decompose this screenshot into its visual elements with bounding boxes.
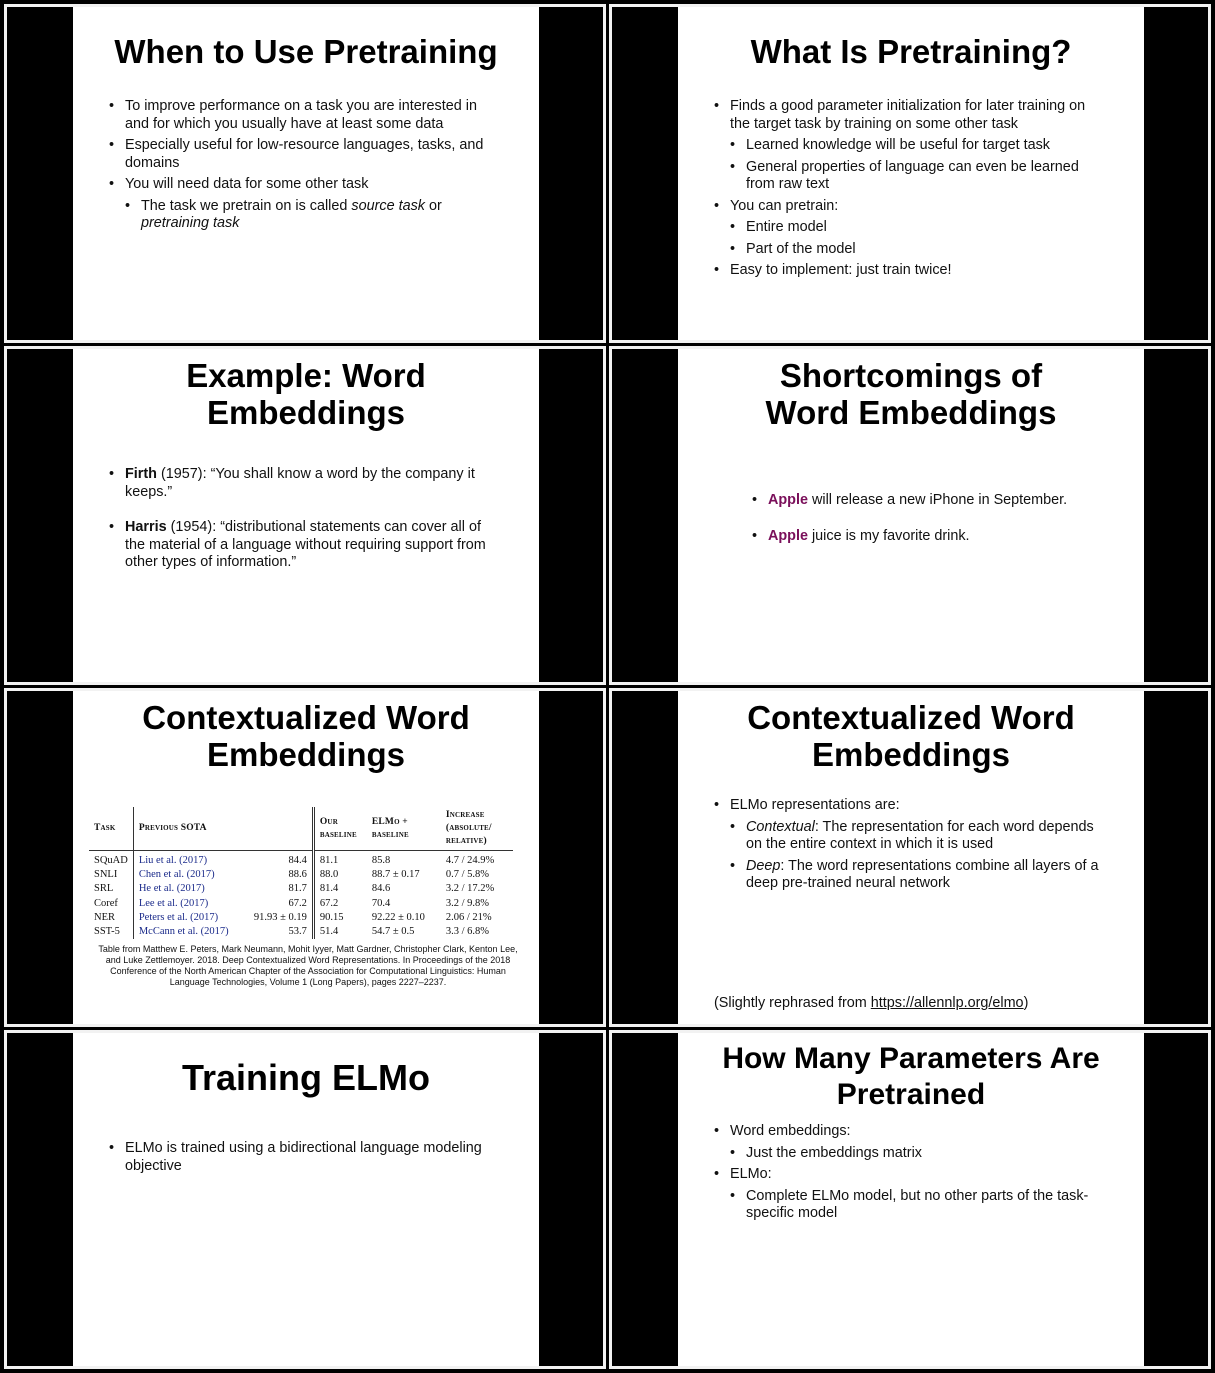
slide-when-to-use-pretraining [73,7,539,340]
slide-shortcomings-word-embeddings [678,349,1144,682]
increase-cell: 2.06 / 21% [445,911,492,923]
previous-sota-score: 67.2 [288,897,307,909]
bullet: • You can pretrain: [714,198,1104,216]
sentence-text: juice is my favorite drink. [807,527,970,544]
column-header: Our baseline [313,807,367,851]
slide-cell [609,1030,1211,1369]
sub-bullet: • Just the embeddings matrix [730,1145,1104,1163]
slide-title: What Is Pretraining? [750,33,1072,70]
increase-cell: 0.7 / 5.8% [445,869,490,881]
bullet-list [714,98,1104,284]
highlight-word: Apple [768,492,808,508]
elmo-cell: 54.7 ± 0.5 [371,926,415,938]
sub-bullet [730,819,1104,854]
previous-sota-score: 84.4 [288,855,307,866]
slide-contextualized-table [73,691,539,1024]
bullet [752,492,1104,510]
table-row [89,925,513,939]
sub-bullet: • Complete ELMo model, but no other parts of the task-specific model [730,1188,1104,1223]
sub-bullet: • General properties of language can even be learned from raw text [730,159,1104,194]
task-cell: NER [94,911,115,923]
slide-title: Shortcomings of Word Embeddings [765,357,1057,431]
previous-sota-cell: McCann et al. (2017) [133,925,243,939]
elmo-cell: 92.22 ± 0.10 [371,911,425,923]
increase-cell: 3.2 / 9.8% [445,897,490,909]
table-caption: Table from Matthew E. Peters, Mark Neumann, Mohit Iyyer, Matt Gardner, Christopher Clark, Kenton Lee, and Luke Zettlemoyer. 2018. Deep Contextualized Word Representations. In Proceedings of the 2018 Conference of the North American Chapter of the Association for Computational Linguistics: Human Language Technologies, Volume 1 (Long Papers), pages 2227–2237. [98,944,518,987]
baseline-cell: 51.4 [313,925,367,939]
sub-bullet [125,198,499,233]
text: or [424,197,442,214]
elmo-cell: 85.8 [371,855,391,866]
previous-sota-score: 91.93 ± 0.19 [253,911,307,923]
baseline-cell: 81.4 [313,882,367,896]
baseline-cell: 88.0 [313,868,367,882]
slide-title: How Many Parameters Are Pretrained [722,1042,1100,1111]
slide-how-many-parameters [678,1033,1144,1366]
increase-cell: 4.7 / 24.9% [445,855,495,866]
slide-title: Contextualized Word Embeddings [747,699,1075,773]
baseline-cell: 90.15 [313,911,367,925]
slide-cell [4,346,606,685]
slide-cell [4,4,606,343]
bullet: • ELMo: [714,1166,1104,1184]
previous-sota-cell: Chen et al. (2017) [133,868,243,882]
baseline-cell: 67.2 [313,897,367,911]
elmo-cell: 70.4 [371,897,391,909]
emphasis: Deep [746,857,781,874]
column-header: Previous SOTA [133,807,313,851]
previous-sota-cell: He et al. (2017) [133,882,243,896]
quote-text: (1954): “distributional statements can cover all of the material of a language without requiring support from other types of information.” [125,519,486,570]
previous-sota-score: 81.7 [288,883,307,895]
bullet-list [109,98,499,237]
task-cell: SNLI [94,869,118,881]
emphasis: Contextual [746,818,815,835]
bullet: • Word embeddings: [714,1123,1104,1141]
slide-title: Training ELMo [182,1057,430,1098]
author-name: Harris [125,519,167,535]
text: (Slightly rephrased from [714,995,871,1011]
table-row [89,911,513,925]
text: ) [1023,995,1029,1011]
table-row [89,882,513,896]
task-cell: SQuAD [94,855,128,866]
text: : The representation for each word depends on the entire context in which it is used [746,818,1094,852]
bullet-list [714,797,1104,897]
bullet: • Easy to implement: just train twice! [714,262,1104,280]
task-cell: SST-5 [94,926,120,938]
sub-bullet [730,858,1104,893]
slide-cell [609,688,1211,1027]
emphasis: source task [351,197,425,214]
bullet-list [752,492,1104,549]
sentence-text: will release a new iPhone in September. [807,492,1068,508]
emphasis: pretraining task [141,215,240,231]
column-header: Task [94,823,116,833]
increase-cell: 3.2 / 17.2% [445,883,495,895]
bullet: • ELMo representations are: [714,797,1104,815]
task-cell: Coref [94,897,118,909]
slide-cell [609,346,1211,685]
baseline-cell: 81.1 [313,851,367,869]
slide-title: When to Use Pretraining [114,33,498,70]
bullet: • Finds a good parameter initialization for later training on the target task by training on some other task [714,98,1104,133]
bullet-list [109,466,499,576]
bullet: • ELMo is trained using a bidirectional language modeling objective [109,1140,499,1175]
previous-sota-cell: Peters et al. (2017) [133,911,243,925]
bullet-list [109,1140,499,1179]
slide-example-word-embeddings [73,349,539,682]
sub-bullet: • Part of the model [730,241,1104,259]
previous-sota-cell: Lee et al. (2017) [133,897,243,911]
slide-title: Example: Word Embeddings [186,357,426,431]
slide-contextualized-elmo [678,691,1144,1024]
slide-what-is-pretraining [678,7,1144,340]
quote-text: (1957): “You shall know a word by the company it keeps.” [125,466,475,500]
bullet-list [714,1123,1104,1227]
previous-sota-cell: Liu et al. (2017) [133,851,243,869]
bullet: • To improve performance on a task you are interested in and for which you usually have at least some data [109,98,499,133]
source-citation [714,995,1028,1011]
slide-cell [4,688,606,1027]
sub-bullet: • Entire model [730,219,1104,237]
table-row [89,868,513,882]
sub-bullet: • Learned knowledge will be useful for target task [730,137,1104,155]
slide-training-elmo [73,1033,539,1366]
previous-sota-score: 53.7 [288,926,307,938]
slide-title: Contextualized Word Embeddings [142,699,470,773]
bullet [109,519,499,572]
task-cell: SRL [94,883,114,895]
table-row [89,851,513,869]
bullet [109,466,499,501]
slide-cell [4,1030,606,1369]
bullet: • You will need data for some other task [109,176,499,194]
increase-cell: 3.3 / 6.8% [445,926,490,938]
text: : The word representations combine all layers of a deep pre-trained neural network [746,857,1099,891]
column-header: Increase (absolute/ relative) [445,810,492,846]
highlight-word: Apple [768,527,808,544]
elmo-cell: 84.6 [371,883,391,895]
author-name: Firth [125,466,157,482]
previous-sota-score: 88.6 [288,869,307,881]
elmo-cell: 88.7 ± 0.17 [371,869,420,881]
text: The task we pretrain on is called [141,197,352,214]
table-body [89,851,513,940]
column-header: ELMo + baseline [371,816,409,840]
source-link[interactable]: https://allennlp.org/elmo [870,995,1024,1011]
results-table [89,807,513,939]
bullet: • Especially useful for low-resource languages, tasks, and domains [109,137,499,172]
bullet [752,528,1104,546]
table-row [89,897,513,911]
slide-cell [609,4,1211,343]
